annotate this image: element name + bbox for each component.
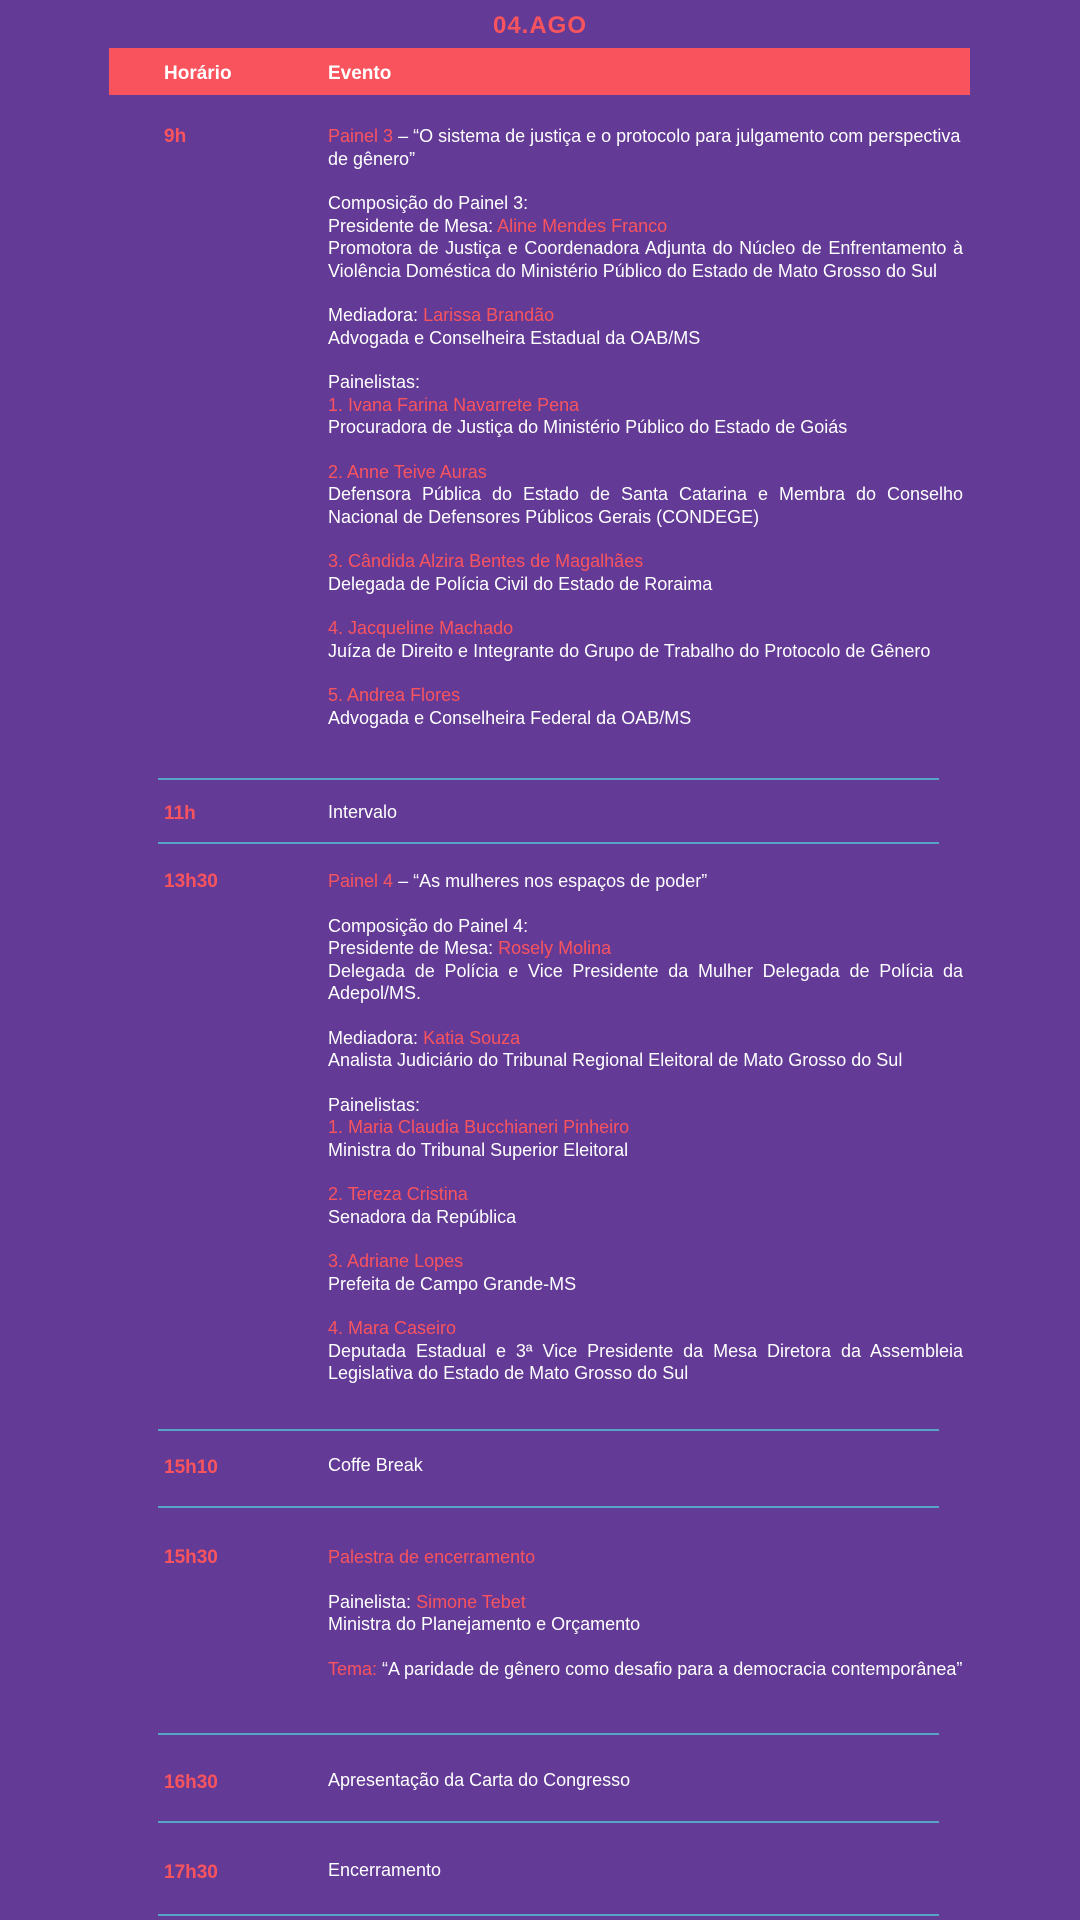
panelist-role: Delegada de Polícia Civil do Estado de Roraima (328, 573, 713, 594)
panelist-label: Painelista: (328, 1591, 417, 1612)
time-painel-4: 13h30 (164, 871, 218, 892)
panelist-item (328, 1250, 963, 1295)
panelist-name: 3. Adriane Lopes (328, 1251, 464, 1271)
time-closing-lecture: 15h30 (164, 1547, 218, 1568)
closing-panelist-block (328, 1591, 963, 1636)
panelist-name: 2. Tereza Cristina (328, 1184, 468, 1204)
painel-3-subject: – “O sistema de justiça e o protocolo para julgamento com perspectiva de gênero” (328, 126, 961, 169)
intervalo-label: Intervalo (328, 802, 398, 822)
painel-3-president-block (328, 192, 963, 282)
closing-panelist-name: Simone Tebet (416, 1591, 526, 1612)
president-role: Delegada de Polícia e Vice Presidente da Mulher Delegada de Polícia da Adepol/MS. (328, 960, 963, 1003)
closing-lecture-content (328, 1546, 963, 1680)
mediator-role: Analista Judiciário do Tribunal Regional Eleitoral de Mato Grosso do Sul (328, 1050, 903, 1070)
painel-3-content (328, 125, 963, 729)
painel-4-president-block (328, 915, 963, 1005)
panelist-item (328, 1183, 963, 1228)
president-label: Presidente de Mesa: (328, 938, 499, 958)
congress-letter-label: Apresentação da Carta do Congresso (328, 1770, 631, 1790)
painel-4-content (328, 870, 963, 1385)
painel-3-mediator-block (328, 304, 963, 349)
header-time-label: Horário (164, 63, 232, 84)
schedule-header (109, 48, 970, 95)
theme-label: Tema: (328, 1658, 383, 1679)
panelist-item (328, 371, 963, 439)
painel-4-label: Painel 4 (328, 871, 394, 891)
president-label: Presidente de Mesa: (328, 215, 498, 236)
panelists-label: Painelistas: (328, 372, 421, 392)
mediator-name: Larissa Brandão (423, 305, 555, 325)
divider (158, 778, 939, 780)
panelist-name: 1. Ivana Farina Navarrete Pena (328, 394, 580, 415)
mediator-name: Katia Souza (423, 1027, 521, 1048)
painel-3-label: Painel 3 (328, 126, 394, 146)
panelist-role: Procuradora de Justiça do Ministério Público do Estado de Goiás (328, 417, 848, 437)
painel-4-composition: Composição do Painel 4: (328, 915, 529, 936)
panelist-role: Juíza de Direito e Integrante do Grupo de Trabalho do Protocolo de Gênero (328, 640, 931, 661)
panelist-item (328, 617, 963, 662)
time-intervalo: 11h (164, 803, 196, 824)
panelist-item (328, 550, 963, 595)
painel-3-composition: Composição do Painel 3: (328, 193, 529, 213)
panelist-item (328, 684, 963, 729)
header-event-label: Evento (328, 63, 392, 84)
mediator-role: Advogada e Conselheira Estadual da OAB/MS (328, 327, 701, 348)
divider (158, 1429, 939, 1431)
painel-3-title (328, 125, 963, 170)
panelist-name: 4. Jacqueline Machado (328, 618, 514, 638)
closing-panelist-role: Ministra do Planejamento e Orçamento (328, 1614, 641, 1634)
time-coffee-break: 15h10 (164, 1457, 218, 1478)
panelist-name: 4. Mara Caseiro (328, 1318, 457, 1338)
panelist-role: Deputada Estadual e 3ª Vice Presidente da Mesa Diretora da Assembleia Legislativa do Estado de Mato Grosso do Sul (328, 1340, 963, 1383)
president-role: Promotora de Justiça e Coordenadora Adjunta do Núcleo de Enfrentamento à Violência Doméstica do Ministério Público do Estado de Mato Grosso do Sul (328, 238, 963, 281)
panelist-item (328, 1317, 963, 1385)
panelist-item (328, 461, 963, 529)
panelists-label: Painelistas: (328, 1094, 421, 1115)
divider (158, 1506, 939, 1508)
painel-4-subject: – “As mulheres nos espaços de poder” (393, 871, 708, 891)
panelist-role: Ministra do Tribunal Superior Eleitoral (328, 1139, 629, 1160)
divider (158, 1821, 939, 1823)
panelist-role: Prefeita de Campo Grande-MS (328, 1273, 577, 1294)
theme-text: “A paridade de gênero como desafio para a democracia contemporânea” (382, 1658, 963, 1679)
closing-label: Encerramento (328, 1860, 442, 1880)
divider (158, 1733, 939, 1735)
time-congress-letter: 16h30 (164, 1772, 218, 1793)
time-painel-3: 9h (164, 126, 187, 147)
painel-4-title (328, 870, 963, 893)
panelist-name: 1. Maria Claudia Bucchianeri Pinheiro (328, 1117, 630, 1137)
panelist-role: Defensora Pública do Estado de Santa Catarina e Membra do Conselho Nacional de Defensores Públicos Gerais (CONDEGE) (328, 484, 963, 527)
closing-theme (328, 1658, 963, 1681)
panelist-role: Advogada e Conselheira Federal da OAB/MS (328, 707, 692, 728)
time-closing: 17h30 (164, 1862, 218, 1883)
president-name: Rosely Molina (498, 938, 612, 958)
day-title: 04.AGO (492, 12, 588, 39)
panelist-item (328, 1094, 963, 1162)
mediator-label: Mediadora: (328, 1027, 424, 1048)
panelist-name: 5. Andrea Flores (328, 685, 461, 705)
closing-lecture-title: Palestra de encerramento (328, 1547, 536, 1567)
coffee-break-label: Coffe Break (328, 1455, 423, 1475)
divider (158, 1914, 939, 1916)
panelist-name: 3. Cândida Alzira Bentes de Magalhães (328, 551, 644, 571)
panelist-role: Senadora da República (328, 1206, 517, 1227)
president-name: Aline Mendes Franco (497, 215, 668, 236)
painel-4-mediator-block (328, 1027, 963, 1072)
divider (158, 842, 939, 844)
mediator-label: Mediadora: (328, 305, 424, 325)
panelist-name: 2. Anne Teive Auras (328, 461, 487, 482)
